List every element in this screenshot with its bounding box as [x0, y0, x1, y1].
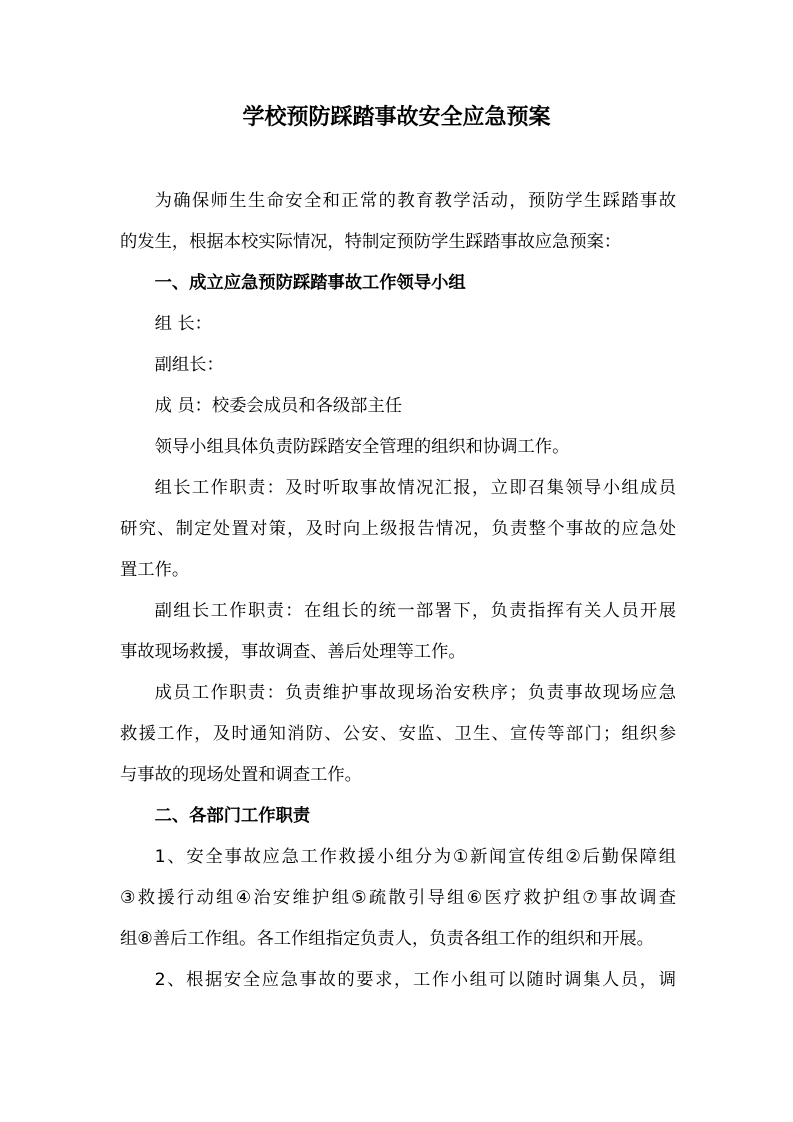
section-1-heading: 一、成立应急预防踩踏事故工作领导小组: [154, 273, 466, 293]
deputy-line: 副组长：: [154, 355, 224, 375]
leader-line: 组 长：: [154, 314, 212, 334]
intro-line-1: 为确保师生生命安全和正常的教育教学活动，预防学生踩踏事故: [154, 191, 676, 211]
member-duty-line-3: 与事故的现场处置和调查工作。: [120, 765, 362, 785]
item-1-line-1: 1、安全事故应急工作救援小组分为①新闻宣传组②后勤保障组: [154, 847, 676, 867]
intro-paragraph: [120, 181, 676, 263]
members-line: 成 员：校委会成员和各级部主任: [154, 396, 403, 416]
item-1-line-3: 组⑧善后工作组。各工作组指定负责人，负责各组工作的组织和开展。: [120, 929, 654, 949]
member-duty-line-2: 救援工作，及时通知消防、公安、安监、卫生、宣传等部门；组织参: [120, 724, 676, 744]
member-duty-line-1: 成员工作职责：负责维护事故现场治安秩序；负责事故现场应急: [154, 683, 676, 703]
document-title: 学校预防踩踏事故安全应急预案: [242, 105, 551, 130]
leader-duty-line-3: 置工作。: [120, 560, 190, 580]
item-1-paragraph: [120, 837, 676, 960]
deputy-duty-paragraph: [120, 591, 676, 673]
document-body: [120, 181, 676, 1001]
leader-duty-paragraph: [120, 468, 676, 591]
deputy-duty-line-1: 副组长工作职责：在组长的统一部署下，负责指挥有关人员开展: [154, 601, 676, 621]
leader-duty-line-1: 组长工作职责：及时听取事故情况汇报，立即召集领导小组成员: [154, 478, 676, 498]
section-2-heading: 二、各部门工作职责: [154, 806, 311, 826]
member-duty-paragraph: [120, 673, 676, 796]
deputy-duty-line-2: 事故现场救援，事故调查、善后处理等工作。: [120, 642, 466, 662]
group-duty-paragraph: 领导小组具体负责防踩踏安全管理的组织和协调工作。: [154, 437, 570, 457]
intro-line-2: 的发生，根据本校实际情况，特制定预防学生踩踏事故应急预案：: [120, 232, 622, 252]
item-2-line-1: 2、根据安全应急事故的要求，工作小组可以随时调集人员，调: [154, 970, 676, 990]
leader-duty-line-2: 研究、制定处置对策，及时向上级报告情况，负责整个事故的应急处: [120, 519, 676, 539]
item-1-line-2: ③救援行动组④治安维护组⑤疏散引导组⑥医疗救护组⑦事故调查: [120, 888, 676, 908]
item-2-paragraph: [120, 960, 676, 1001]
